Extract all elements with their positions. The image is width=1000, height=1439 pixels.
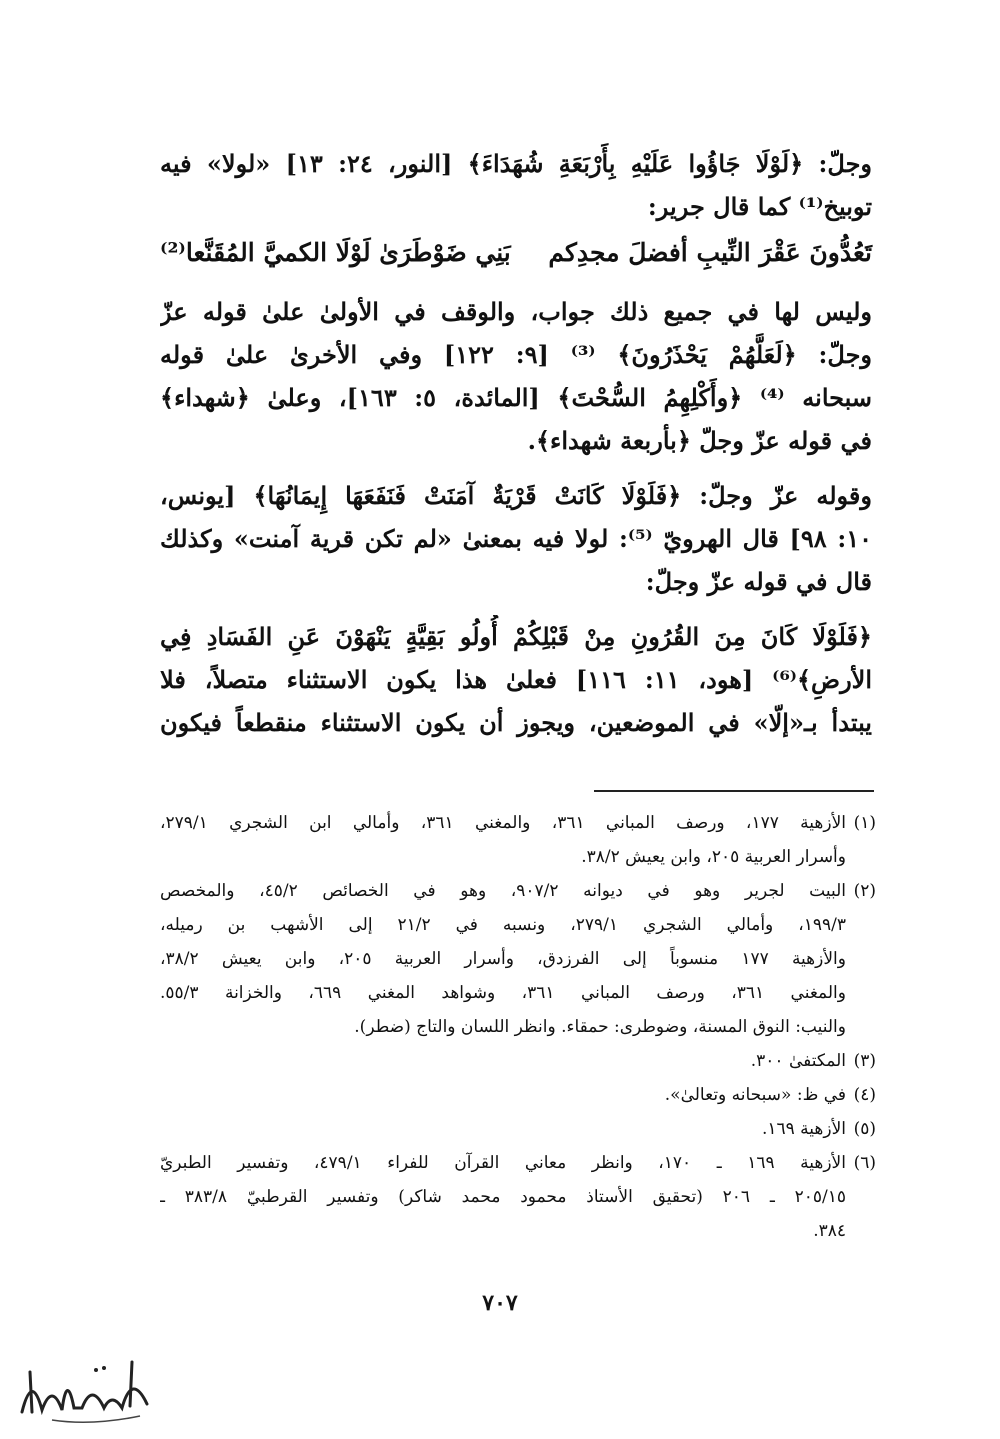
paragraph-4 bbox=[160, 615, 872, 744]
footnote-number: (٢) bbox=[853, 881, 876, 901]
text-line: وجلّ: ﴿لَعَلَّهُمْ يَحْذَرُونَ﴾ ⁽³⁾ [٩: ١٢٢] وفي الأخرىٰ علىٰ قوله bbox=[160, 340, 872, 369]
poetry-verse bbox=[160, 228, 872, 278]
text-line: ١٠: ٩٨] قال الهرويّ ⁽⁵⁾: لولا فيه بمعنىٰ «لم تكن قرية آمنت» وكذلك bbox=[160, 524, 872, 553]
text-line: الأرضِ﴾⁽⁶⁾ [هود، ١١: ١١٦] فعلىٰ هذا يكون الاستثناء متصلاً، فلا bbox=[160, 665, 872, 694]
text-line: وجلّ: ﴿لَوْلَا جَاؤُوا عَلَيْهِ بِأَرْبَعَةِ شُهَدَاءَ﴾ [النور، ٢٤: ١٣] «لولا» فيه bbox=[160, 149, 872, 178]
footnote-4 bbox=[160, 1078, 876, 1112]
text-line: يبتدأ بـ«إلّا» في الموضعين، ويجوز أن يكون الاستثناء منقطعاً فيكون bbox=[160, 708, 872, 737]
footnote-line: الأزهية ١٧٧، ورصف المباني ٣٦١، والمغني ٣٦١، وأمالي ابن الشجري ٢٧٩/١، bbox=[160, 813, 846, 833]
footnote-2 bbox=[160, 874, 876, 1044]
text-line: في قوله عزّ وجلّ ﴿بأربعة شهداء﴾. bbox=[527, 426, 872, 455]
text-line: سبحانه ⁽⁴⁾ ﴿وأَكْلِهِمُ السُّحْتَ﴾ [المائدة، ٥: ١٦٣]، وعلىٰ ﴿شهداء﴾ bbox=[160, 383, 872, 412]
footnote-line: ١٩٩/٣، وأمالي الشجري ٢٧٩/١، ونسبه في ٢١/٢ إلى الأشهب بن رميله، bbox=[160, 915, 846, 935]
footnote-line: والنيب: النوق المسنة، وضوطرى: حمقاء. وانظر اللسان والتاج (ضطر). bbox=[354, 1017, 846, 1037]
footnote-line: الأزهية ١٦٩. bbox=[761, 1119, 846, 1139]
text-line: توبيخ⁽¹⁾ كما قال جرير: bbox=[647, 192, 872, 221]
main-text bbox=[160, 142, 872, 744]
page-number: ٧٠٧ bbox=[482, 1290, 518, 1316]
text-line: قال في قوله عزّ وجلّ: bbox=[645, 567, 872, 596]
footnote-6 bbox=[160, 1146, 876, 1248]
footnote-line: ٣٨٤. bbox=[813, 1221, 846, 1241]
footnote-number: (٣) bbox=[853, 1051, 876, 1071]
footnote-1 bbox=[160, 806, 876, 874]
footnotes bbox=[160, 806, 876, 1248]
text-line: وليس لها في جميع ذلك جواب، والوقف في الأولىٰ علىٰ قوله عزّ bbox=[160, 297, 872, 326]
paragraph-1 bbox=[160, 142, 872, 228]
paragraph-2 bbox=[160, 290, 872, 462]
verse-second-hemistich: بَنِي ضَوْطَرَىٰ لَوْلَا الكميَّ المُقَنَّعا⁽²⁾ bbox=[160, 238, 511, 267]
footnote-line: وأسرار العربية ٢٠٥، وابن يعيش ٣٨/٢. bbox=[581, 847, 846, 867]
calligraphy-logo bbox=[12, 1352, 162, 1430]
footnote-line: المكتفىٰ ٣٠٠. bbox=[750, 1051, 846, 1071]
footnote-divider bbox=[594, 790, 874, 792]
footnote-line: الأزهية ١٦٩ ـ ١٧٠، وانظر معاني القرآن للفراء ٤٧٩/١، وتفسير الطبريّ bbox=[160, 1153, 846, 1173]
verse-first-hemistich: تَعُدُّونَ عَقْرَ النِّيبِ أفضلَ مجدِكم bbox=[548, 238, 872, 267]
footnote-line: والمغني ٣٦١، ورصف المباني ٣٦١، وشواهد المغني ٦٦٩، والخزانة ٥٥/٣. bbox=[160, 983, 846, 1003]
footnote-line: ٢٠٥/١٥ ـ ٢٠٦ (تحقيق الأستاذ محمود محمد شاكر) وتفسير القرطبيّ ٣٨٣/٨ ـ bbox=[160, 1187, 846, 1207]
footnote-number: (٦) bbox=[853, 1153, 876, 1173]
paragraph-3 bbox=[160, 474, 872, 603]
footnote-line: والأزهية ١٧٧ منسوباً إلى الفرزدق، وأسرار العربية ٢٠٥، وابن يعيش ٣٨/٢، bbox=[160, 949, 846, 969]
text-line: وقوله عزّ وجلّ: ﴿فَلَوْلَا كَانَتْ قَرْيَةٌ آمَنَتْ فَنَفَعَهَا إِيمَانُهَا﴾ [يونس، bbox=[160, 481, 872, 510]
footnote-number: (١) bbox=[853, 813, 876, 833]
footnote-line: البيت لجرير وهو في ديوانه ٩٠٧/٢، وهو في الخصائص ٤٥/٢، والمخصص bbox=[160, 881, 846, 901]
footnote-3 bbox=[160, 1044, 876, 1078]
footnote-number: (٥) bbox=[853, 1119, 876, 1139]
footnote-line: في ظ: «سبحانه وتعالىٰ». bbox=[664, 1085, 846, 1105]
text-line: ﴿فَلَوْلَا كَانَ مِنَ القُرُونِ مِنْ قَبْلِكُمْ أُولُو بَقِيَّةٍ يَنْهَوْنَ عَنِ الفَسَادِ فِي bbox=[160, 622, 872, 651]
footnote-number: (٤) bbox=[853, 1085, 876, 1105]
footnote-5 bbox=[160, 1112, 876, 1146]
